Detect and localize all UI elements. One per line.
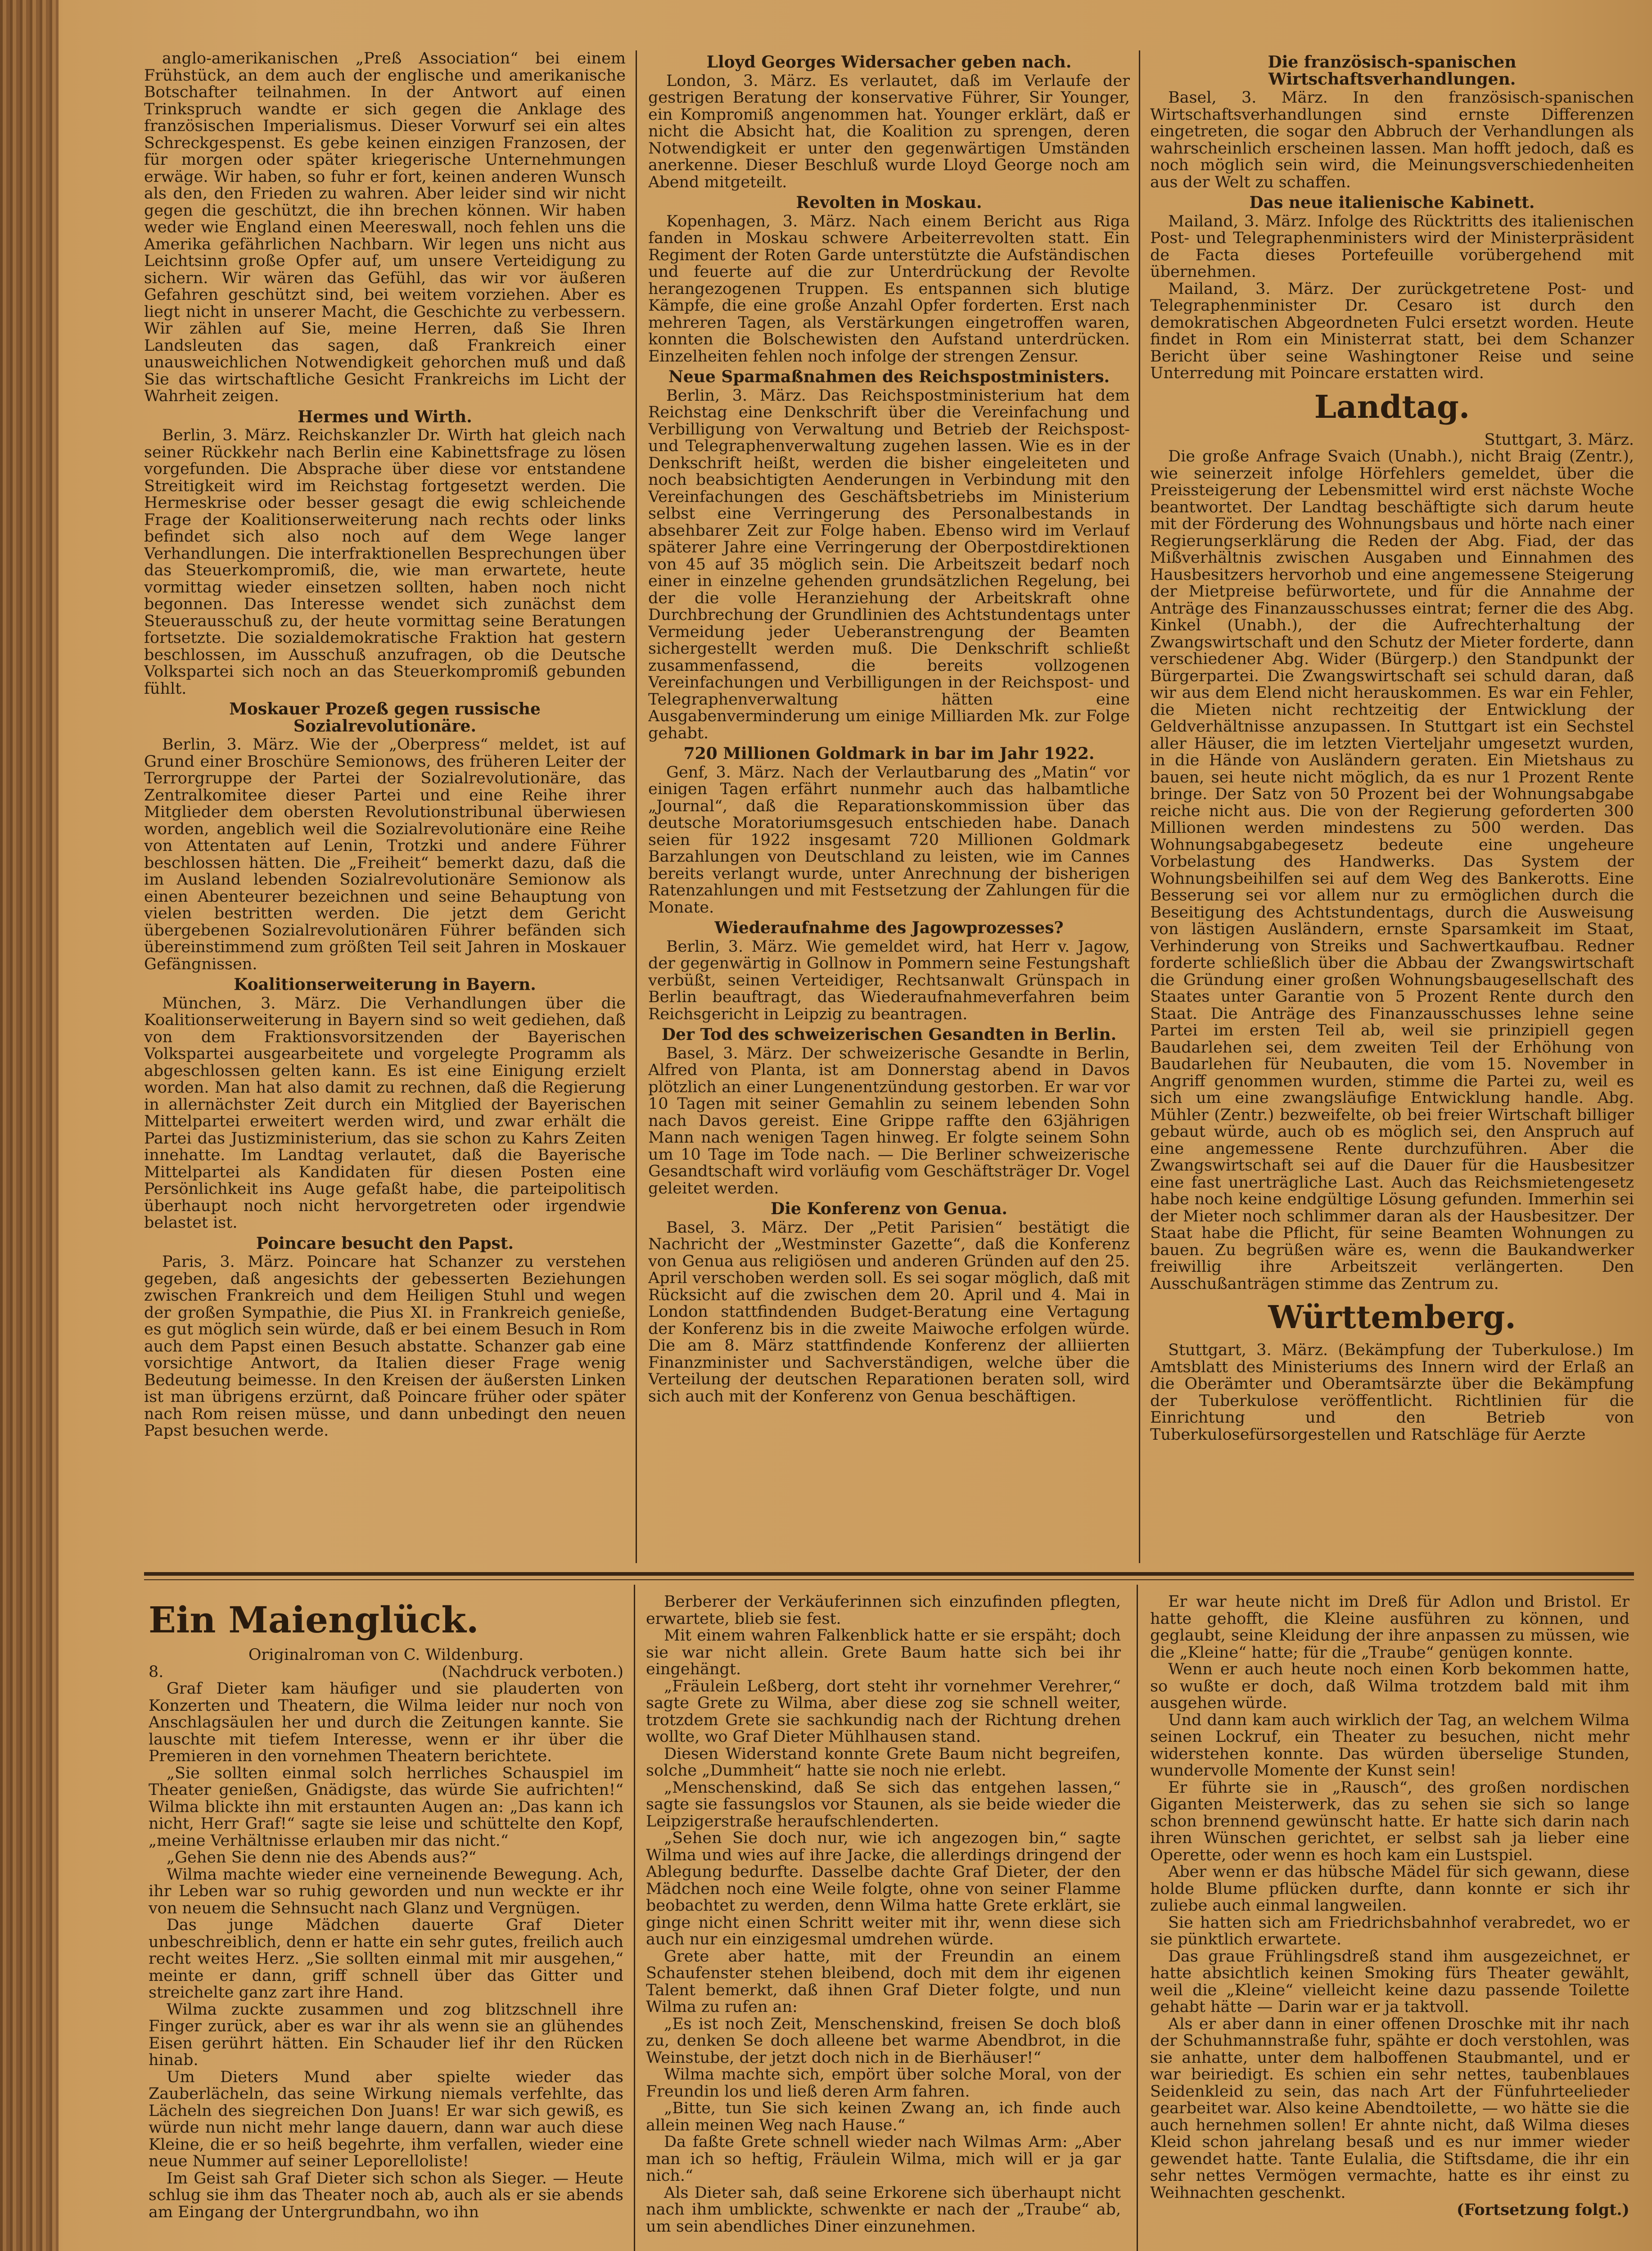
article-heading: Koalitionserweiterung in Bayern. <box>234 975 536 994</box>
serial-paragraph: Als er aber dann in einer offenen Droschke mit ihr nach der Schuhmannstraße fuhr, spähte er doch verstohlen, was sie anhatte, unter dem halboffenen Staubmantel, und er war beiriedigt. Es schien ein sehr nettes, taubenblaues Seidenkleid zu sein, das nach Art der Fünfuhrteelieder gearbeitet war. Also keine Abendtoilette, — wo hätte sie die auch hernehmen sollen! Er ahnte nicht, daß Wilma dieses Kleid schon jahrelang besaß und es nur immer wieder gewendet hatte. Tante Eulalia, die Stiftsdame, die ihr ein sehr nettes Vermögen vermachte, hatte es ihr einst zu Weihnachten geschenkt. <box>1150 2015 1629 2202</box>
serial-paragraph: Mit einem wahren Falkenblick hatte er sie erspäht; doch sie war nicht allein. Grete Baum hatte sich bei ihr eingehängt. <box>646 1627 1121 1678</box>
article-heading: Poincare besucht den Papst. <box>256 1234 514 1253</box>
article-paragraph: Basel, 3. März. In den französisch-spanischen Wirtschaftsverhandlungen sind ernste Differenzen eingetreten, die sogar den Abbruch der Verhandlungen als wahrscheinlich erscheinen lassen. Man hofft jedoch, daß es noch möglich sein wird, die Meinungsverschiedenheiten aus der Welt zu schaffen. <box>1150 89 1634 191</box>
upper-column-3 <box>1150 50 1634 1563</box>
article-paragraph: Mailand, 3. März. Der zurückgetretene Post- und Telegraphenminister Dr. Cesaro ist durch den demokratischen Abgeordneten Fulci ersetzt worden. Heute findet in Rom ein Ministerrat statt, bei dem Schanzer Bericht über seine Washingtoner Reise und seine Unterredung mit Poincare erstatten wird. <box>1150 280 1634 382</box>
serial-paragraph: Und dann kam auch wirklich der Tag, an welchem Wilma seinen Lockruf, ein Theater zu besuchen, nicht mehr widerstehen konnte. Das würden überselige Stunden, wundervolle Momente der Kunst sein! <box>1150 1711 1629 1780</box>
serial-paragraph: Um Dieters Mund aber spielte wieder das Zauberlächeln, das seine Wirkung niemals verfehlte, das Lächeln des siegreichen Don Juans! Er war sich gewiß, es würde nun nicht mehr lange dauern, dann war auch diese Kleine, die er so heiß begehrte, ihm verfallen, wieder eine neue Nummer auf seiner Leporelloliste! <box>149 2068 623 2170</box>
column-divider <box>636 50 637 1563</box>
serial-paragraph: „Bitte, tun Sie sich keinen Zwang an, ich finde auch allein meinen Weg nach Hause.“ <box>646 2099 1121 2134</box>
serial-paragraph: Wilma zuckte zusammen und zog blitzschnell ihre Finger zurück, aber es war ihr als wenn sie an glühendes Eisen gerührt hätten. Ein Schauder lief ihr den Rücken hinab. <box>149 2000 623 2069</box>
serial-paragraph: Grete aber hatte, mit der Freundin an einem Schaufenster stehen bleibend, doch mit dem ihr eigenen Talent bemerkt, daß ihnen Graf Dieter folgte, und nun Wilma zu rufen an: <box>646 1947 1121 2016</box>
serial-title: Ein Maienglück. <box>149 1599 479 1641</box>
article-heading: Die französisch-spanischen Wirtschaftsverhandlungen. <box>1268 53 1517 89</box>
serial-paragraph: Wenn er auch heute noch einen Korb bekommen hatte, so wußte er doch, daß Wilma trotzdem bald mit ihm ausgehen würde. <box>1150 1660 1629 1712</box>
article-paragraph: Basel, 3. März. Der „Petit Parisien“ bestätigt die Nachricht der „Westminster Gazette“, daß die Konferenz von Genua aus religiösen und anderen Gründen auf den 25. April verschoben werden soll. Es sei sogar möglich, daß mit Rücksicht auf die zwischen dem 20. April und 4. Mai in London stattfindenden Budget-Beratung eine Vertagung der Konferenz bis in die zweite Maiwoche erfolgen würde. Die am 8. März stattfindende Konferenz der alliierten Finanzminister und Sachverständigen, welche über die Verteilung der deutschen Reparationen beraten soll, wird sich auch mit der Konferenz von Genua beschäftigen. <box>648 1218 1130 1406</box>
serial-paragraph: Wilma machte sich, empört über solche Moral, von der Freundin los und ließ deren Arm fahren. <box>646 2066 1121 2101</box>
serial-paragraph: „Sie sollten einmal solch herrliches Schauspiel im Theater genießen, Gnädigste, das würde Sie aufrichten!“ Wilma blickte ihn mit erstaunten Augen an: „Das kann ich nicht, Herr Graf!“ sagte sie leise und schüttelte den Kopf, „meine Verhältnisse erlauben mir das nicht.“ <box>149 1764 623 1850</box>
article-heading: Die Konferenz von Genua. <box>771 1199 1007 1218</box>
column-divider <box>634 1585 635 2251</box>
article-paragraph: Stuttgart, 3. März. (Bekämpfung der Tuberkulose.) Im Amtsblatt des Ministeriums des Innern wird der Erlaß an die Oberämter und Oberamtsärzte über die Bekämpfung der Tuberkulose veröffentlicht. Richtlinien für die Einrichtung und den Betrieb von Tuberkulosefürsorgestellen und Ratschläge für Aerzte <box>1150 1341 1634 1444</box>
article-paragraph: Basel, 3. März. Der schweizerische Gesandte in Berlin, Alfred von Planta, ist am Donnerstag abend in Davos plötzlich an einer Lungenentzündung gestorben. Er war vor 10 Tagen mit seiner Gemahlin zu seinem lebenden Sohn nach Davos gereist. Eine Grippe raffte den 63jährigen Mann nach wenigen Tagen hinweg. Er folgte seinem Sohn um 10 Tage im Tode nach. — Die Berliner schweizerische Gesandtschaft wird vorläufig vom Geschäftsträger Dr. Vogel geleitet werden. <box>648 1044 1130 1198</box>
serial-paragraph: „Menschenskind, daß Se sich das entgehen lassen,“ sagte sie fassungslos vor Staunen, als sie beide wieder die Leipzigerstraße heraufschlenderten. <box>646 1778 1121 1831</box>
article-heading: Revolten in Moskau. <box>796 193 982 212</box>
serial-number: 8. <box>149 1663 164 1681</box>
article-heading: Moskauer Prozeß gegen russische Sozialrevolutionäre. <box>229 700 541 736</box>
serial-paragraph: Er führte sie in „Rausch“, des großen nordischen Giganten Meisterwerk, das zu sehen sie sich so lange schon brennend gewünscht hatte. Er hatte sich darin nach ihren Wünschen gerichtet, er selbst sah ja lieber eine Operette, oder wenn es hoch kam ein Lustspiel. <box>1150 1778 1629 1864</box>
upper-column-1 <box>144 50 626 1563</box>
article-paragraph: Die große Anfrage Svaich (Unabh.), nicht Braig (Zentr.), wie seinerzeit infolge Hörfehlers gemeldet, über die Preissteigerung der Lebensmittel wird erst nächste Woche beantwortet. Der Landtag beschäftigte sich darum heute mit der Förderung des Wohnungsbaus und hörte nach einer Regierungserklärung die Reden der Abg. Fiad, der das Mißverhältnis zwischen Ausgaben und Einnahmen des Hausbesitzers hervorhob und eine angemessene Steigerung der Mietpreise befürwortete, und für die Annahme der Anträge des Finanzausschusses eintrat; ferner die des Abg. Kinkel (Unabh.), der die Aufrechterhaltung der Zwangswirtschaft und den Schutz der Mieter forderte, dann verschiedener Abg. Wider (Bürgerp.) den Standpunkt der Bürgerpartei. Die Zwangswirtschaft sei schuld daran, daß wir aus dem Elend nicht herauskommen. Es war ein Fehler, die Mieten nicht rechtzeitig der Entwicklung der Geldverhältnisse anzupassen. In Stuttgart ist ein Sechstel aller Häuser, die im letzten Vierteljahr umgesetzt wurden, in die Hände von Ausländern geraten. Ein Mietshaus zu bauen, sei heute nicht möglich, da es nur 1 Prozent Rente bringe. Der Satz von 50 Prozent bei der Wohnungsabgabe reiche nicht aus. Die von der Regierung geforderten 300 Millionen werden mindestens zu 500 werden. Das Wohnungsabgabegesetz bedeute eine ungeheure Vorbelastung des Handwerks. Das System der Wohnungsbeihilfen sei auf dem Weg des Bankerotts. Eine Besserung sei vor allem nur zu ermöglichen durch die Beseitigung des Achtstundentags, durch die Ausweisung von lästigen Ausländern, ernste Sparsamkeit im Staat, Verhinderung von Streiks und Sachwertkaufbau. Redner forderte schließlich über die Abbau der Zwangswirtschaft die Gründung einer großen Wohnungsbaugesellschaft des Staates unter Garantie von 5 Prozent Rente durch den Staat. Die Anträge des Finanzausschusses lehne seine Partei im ersten Teil ab, weil sie prinzipiell gegen Baudarlehen sei, dem zweiten Teil der Erhöhung von Baudarlehen für Neubauten, die vom 15. November in Angriff genommen wurden, stimme die Partei zu, weil es sich um eine zwangsläufige Entwicklung handle. Abg. Mühler (Zentr.) bezweifelte, ob bei freier Wirtschaft billiger gebaut würde, auch ob es möglich sei, den Anspruch auf eine angemessene Rente durchzuführen. Aber die Zwangswirtschaft sei auf die Dauer für die Hausbesitzer eine fast unerträgliche Last. Auch das Reichsmietengesetz habe noch keine endgültige Lösung gefunden. Immerhin sei der Mieter noch schlimmer daran als der Hausbesitzer. Der Staat habe die Pflicht, für seine Beamten Wohnungen zu bauen. Zu begrüßen wäre es, wenn die Baukandwerker freiwillig ihre Arbeitszeit verlängerten. Den Ausschußanträgen stimme das Zentrum zu. <box>1150 447 1634 1293</box>
serial-paragraph: Wilma machte wieder eine verneinende Bewegung. Ach, ihr Leben war so ruhig geworden und nun weckte er ihr von neuem die Sehnsucht nach Glanz und Vergnügen. <box>149 1865 623 1917</box>
serial-paragraph: „Gehen Sie denn nie des Abends aus?“ <box>167 1849 477 1867</box>
article-paragraph: Mailand, 3. März. Infolge des Rücktritts des italienischen Post- und Telegraphenministers wird der Ministerpräsident de Facta dieses Portefeuille vorübergehend mit übernehmen. <box>1150 212 1634 281</box>
column-divider <box>1139 50 1140 1563</box>
article-heading: Lloyd Georges Widersacher geben nach. <box>706 53 1072 72</box>
serial-paragraph: Berberer der Verkäuferinnen sich einzufinden pflegten, erwartete, blieb sie fest. <box>646 1594 1121 1628</box>
reprint-note: (Nachdruck verboten.) <box>442 1663 623 1681</box>
article-heading: Das neue italienische Kabinett. <box>1249 193 1535 212</box>
article-heading: 720 Millionen Goldmark in bar im Jahr 1922. <box>683 744 1095 763</box>
serial-paragraph: „Sehen Sie doch nur, wie ich angezogen bin,“ sagte Wilma und wies auf ihre Jacke, die allerdings dringend der Ablegung bedurfte. Dasselbe dachte Graf Dieter, der den Mädchen noch eine Weile folgte, ohne von seiner Flamme beobachtet zu werden, denn Wilma hatte Grete erklärt, sie ginge nicht einen Schritt weiter mit ihr, wenn diese sich auch nur ein einzigesmal umdrehen würde. <box>646 1829 1121 1948</box>
dateline: Stuttgart, 3. März. <box>1484 430 1634 449</box>
article-paragraph: Berlin, 3. März. Wie der „Oberpress“ meldet, ist auf Grund einer Broschüre Semionows, des früheren Leiter der Terrorgruppe der Partei der Sozialrevolutionäre, das Zentralkomitee dieser Partei und eine Reihe ihrer Mitglieder dem obersten Revolutionstribunal überwiesen worden, angeblich weil die Sozialrevolutionäre eine Reihe von Attentaten auf Lenin, Trotzki und andere Führer beschlossen hätten. Die „Freiheit“ bemerkt dazu, daß die im Ausland lebenden Sozialrevolutionäre Semionow als einen Abenteurer bezeichnen und seine Behauptung von vielen bestritten werden. Die jetzt dem Gericht übergebenen Sozialrevolutionären Führer befänden sich übereinstimmend zum größten Teil seit Jahren in Moskauer Gefängnissen. <box>144 736 626 973</box>
upper-column-2 <box>648 50 1130 1563</box>
continuation-note: (Fortsetzung folgt.) <box>1456 2201 1629 2219</box>
article-paragraph: Genf, 3. März. Nach der Verlautbarung des „Matin“ vor einigen Tagen erfährt nunmehr auch das halbamtliche „Journal“, daß die Reparationskommission über das deutsche Moratoriumsgesuch entschieden habe. Danach seien für 1922 insgesamt 720 Millionen Goldmark Barzahlungen von Deutschland zu leisten, wie im Cannes bereits verlangt wurde, unter Anrechnung der bisherigen Ratenzahlungen und mit Festsetzung der Zahlungen für die Monate. <box>648 763 1130 917</box>
article-paragraph: Paris, 3. März. Poincare hat Schanzer zu verstehen gegeben, daß angesichts der gebesserten Beziehungen zwischen Frankreich und dem Heiligen Stuhl und wegen der großen Sympathie, die Pius XI. in Frankreich genieße, es gut möglich sein würde, daß er bei einem Besuch in Rom auch dem Papst einen Besuch abstatte. Schanzer gab eine vorsichtige Antwort, da Italien dieser Frage wenig Bedeutung beimesse. In den Kreisen der äußersten Linken ist man übrigens erzürnt, daß Poincare früher oder später nach Rom reisen müsse, und dann unbedingt den neuen Papst besuchen werde. <box>144 1253 626 1440</box>
serial-paragraph: Sie hatten sich am Friedrichsbahnhof verabredet, wo er sie pünktlich erwartete. <box>1150 1913 1629 1948</box>
section-heading: Württemberg. <box>1268 1298 1516 1336</box>
page-edge-stack <box>0 0 59 2251</box>
section-heading: Landtag. <box>1314 388 1470 425</box>
serial-paragraph: „Es ist noch Zeit, Menschenskind, freisen Se doch bloß zu, denken Se doch alleene bet warme Abendbrot, in die Weinstube, der jetzt doch nich in de Bierhäuser!“ <box>646 2015 1121 2067</box>
serial-paragraph: „Fräulein Leßberg, dort steht ihr vornehmer Verehrer,“ sagte Grete zu Wilma, aber diese zog sie schnell weiter, trotzdem Grete sie sachkundig nach der Richtung drehen wollte, wo Graf Dieter Mühlhausen stand. <box>646 1677 1121 1746</box>
column-divider <box>1137 1585 1138 2251</box>
article-paragraph: Berlin, 3. März. Das Reichspostministerium hat dem Reichstag eine Denkschrift über die Vereinfachung und Verbilligung von Verwaltung und Betrieb der Reichspost- und Telegraphenverwaltung zugehen lassen. Wie es in der Denkschrift heißt, werden die bisher eingeleiteten und noch beabsichtigten Aenderungen in Verbindung mit den Vereinfachungen des Geschäftsbetriebs im Ministerium selbst eine Verringerung des Personalbestands in absehbarer Zeit zur Folge haben. Ebenso wird im Verlauf späterer Jahre eine Verringerung der Oberpostdirektionen von 45 auf 35 möglich sein. Die Arbeitszeit bedarf noch einer in einzelne gehenden grundsätzlichen Regelung, bei der die volle Heranziehung der Arbeitskraft ohne Durchbrechung der Grundlinien des Achtstundentags unter Vermeidung jeder Ueberanstrengung der Beamten sichergestellt werden muß. Die Denkschrift schließt zusammenfassend, die bereits vollzogenen Vereinfachungen und Verbilligungen in der Reichspost- und Telegraphenverwaltung hätten eine Ausgabenverminderung um einige Milliarden Mk. zur Folge gehabt. <box>648 386 1130 742</box>
article-paragraph: London, 3. März. Es verlautet, daß im Verlaufe der gestrigen Beratung der konservative Führer, Sir Younger, ein Kompromiß angenommen hat. Younger erklärt, daß er nicht die Absicht hat, die Koalition zu sprengen, deren Notwendigkeit er unter den gegenwärtigen Umständen anerkenne. Dieser Beschluß wurde Lloyd George noch am Abend mitgeteilt. <box>648 72 1130 191</box>
article-paragraph: Kopenhagen, 3. März. Nach einem Bericht aus Riga fanden in Moskau schwere Arbeiterrevolten statt. Ein Regiment der Roten Garde unterstützte die Aufständischen und feuerte auf die zur Unterdrückung der Revolte herangezogenen Truppen. Es entspannen sich blutige Kämpfe, die eine große Anzahl Opfer forderten. Erst nach mehreren Tagen, als Verstärkungen eingetroffen waren, konnten die Bolschewisten den Aufstand unterdrücken. Einzelheiten fehlen noch infolge der strengen Zensur. <box>648 212 1130 366</box>
serial-paragraph: Graf Dieter kam häufiger und sie plauderten von Konzerten und Theatern, die Wilma leider nur noch von Anschlagsäulen her und durch die Zeitungen kannte. Sie lauschte mit tiefem Interesse, wenn er ihr über die Premieren in den vornehmen Theatern berichtete. <box>149 1680 623 1765</box>
article-heading: Wiederaufnahme des Jagowprozesses? <box>714 918 1064 937</box>
article-heading: Hermes und Wirth. <box>298 407 472 426</box>
serial-paragraph: Diesen Widerstand konnte Grete Baum nicht begreifen, solche „Dummheit“ hatte sie noch nie erlebt. <box>646 1745 1121 1780</box>
serial-paragraph: Als Dieter sah, daß seine Erkorene sich überhaupt nicht nach ihm umblickte, schwenkte er nach der „Traube“ ab, um sein abendliches Diner einzunehmen. <box>646 2183 1121 2236</box>
serial-separator-rule-thin <box>144 1579 1634 1580</box>
serial-subtitle: Originalroman von C. Wildenburg. <box>248 1646 524 1664</box>
serial-paragraph: Er war heute nicht im Dreß für Adlon und Bristol. Er hatte gehofft, die Kleine ausführen zu können, und geglaubt, seine Kleidung der ihre anpassen zu müssen, wie die „Kleine“ hatte; für die „Traube“ genügen konnte. <box>1150 1594 1629 1662</box>
article-heading: Neue Sparmaßnahmen des Reichspostministers. <box>668 367 1110 386</box>
serial-paragraph: Aber wenn er das hübsche Mädel für sich gewann, diese holde Blume pflücken durfte, dann konnte er sich ihr zuliebe auch einmal langweilen. <box>1150 1863 1629 1915</box>
serial-column-3 <box>1150 1594 1629 2251</box>
article-paragraph: Berlin, 3. März. Reichskanzler Dr. Wirth hat gleich nach seiner Rückkehr nach Berlin eine Kabinettsfrage zu lösen vorgefunden. Die Absprache über diese vor entstandene Streitigkeit wird im Reichstag fortgesetzt werden. Die Hermeskrise oder besser gesagt die ewig schleichende Frage der Koalitionserweiterung nach rechts oder links befindet sich also noch auf dem Wege langer Verhandlungen. Die interfraktionellen Besprechungen über das Steuerkompromiß, die, wie man erwartete, heute vormittag wieder einsetzen sollten, haben noch nicht begonnen. Das Interesse wendet sich zunächst dem Steuerausschuß zu, der heute vormittag seine Beratungen fortsetzte. Die sozialdemokratische Fraktion hat gestern beschlossen, im Ausschuß anzufragen, ob die Deutsche Volkspartei sich noch an das Steuerkompromiß gebunden fühlt. <box>144 426 626 698</box>
article-paragraph: Berlin, 3. März. Wie gemeldet wird, hat Herr v. Jagow, der gegenwärtig in Gollnow in Pommern seine Festungshaft verbüßt, seinen Verteidiger, Rechtsanwalt Grünspach in Berlin beauftragt, das Wiederaufnahmeverfahren beim Reichsgericht in Leipzig zu beantragen. <box>648 937 1130 1023</box>
serial-paragraph: Das graue Frühlingsdreß stand ihm ausgezeichnet, er hatte absichtlich keinen Smoking fürs Theater gewählt, weil die „Kleine“ vielleicht keine dazu passende Toilette gehabt hätte — Darin war er ja taktvoll. <box>1150 1947 1629 2016</box>
serial-paragraph: Im Geist sah Graf Dieter sich schon als Sieger. — Heute schlug sie ihm das Theater noch ab, auch als er sie abends am Eingang der Untergrundbahn, wo ihn <box>149 2169 623 2221</box>
article-paragraph: München, 3. März. Die Verhandlungen über die Koalitionserweiterung in Bayern sind so weit gediehen, daß von dem Fraktionsvorsitzenden der Bayerischen Volkspartei ausgearbeitete und vorgelegte Programm als abgeschlossen gelten kann. Es ist eine Einigung erzielt worden. Man hat also damit zu rechnen, daß die Regierung in allernächster Zeit durch ein Mitglied der Bayerischen Mittelpartei erweitert werden wird, und zwar erhält die Partei das Justizministerium, das sie schon zu Kahrs Zeiten innehatte. Im Landtag verlautet, daß die Bayerische Mittelpartei als Kandidaten für diesen Posten eine Persönlichkeit ins Auge gefaßt habe, die parteipolitisch überhaupt noch nicht hervorgetreten oder irgendwie belastet ist. <box>144 994 626 1232</box>
article-heading: Der Tod des schweizerischen Gesandten in Berlin. <box>661 1025 1117 1044</box>
serial-paragraph: Das junge Mädchen dauerte Graf Dieter unbeschreiblich, denn er hatte ein sehr gutes, freilich auch recht weites Herz. „Sie sollten einmal mit mir ausgehen,“ meinte er dann, griff schnell über das Gitter und streichelte ganz zart ihre Hand. <box>149 1916 623 2002</box>
serial-column-2 <box>646 1594 1121 2251</box>
serial-column-1 <box>149 1594 623 2251</box>
serial-text <box>1150 1594 1629 2201</box>
serial-text <box>149 1681 623 2221</box>
article-paragraph: anglo-amerikanischen „Preß Association“ bei einem Frühstück, an dem auch der englische und amerikanische Botschafter teilnahmen. In der Antwort auf einen Trinkspruch wandte er sich gegen die Anklage des französischen Imperialismus. Dieser Vorwurf sei ein altes Schreckgespenst. Es gebe keinen einzigen Franzosen, der für morgen oder später kriegerische Unternehmungen erwäge. Wir haben, so fuhr er fort, keinen anderen Wunsch als den, den Frieden zu wahren. Aber leider sind wir nicht gegen die geschützt, die ihn brechen können. Wir haben weder wie England einen Meereswall, noch fehlen uns die Amerika gefährlichen Nachbarn. Wir legen uns nicht aus Leichtsinn große Opfer auf, um unsere Verteidigung zu sichern. Wir wären das Gefühl, das wir vor äußeren Gefahren geschützt sind, bei weitem vorziehen. Aber es liegt nicht in unserer Macht, die Geschichte zu verbessern. Wir zählen auf Sie, meine Herren, daß Sie Ihren Landsleuten das sagen, daß Frankreich einer unausweichlichen Notwendigkeit gehorchen muß und daß Sie das wirtschaftliche Gesicht Frankreichs im Licht der Wahrheit zeigen. <box>144 50 626 405</box>
serial-installment-line <box>149 1664 623 1681</box>
serial-paragraph: Da faßte Grete schnell wieder nach Wilmas Arm: „Aber man ich so heftig, Fräulein Wilma, mich will er ja gar nich.“ <box>646 2133 1121 2185</box>
serial-separator-rule <box>144 1572 1634 1576</box>
